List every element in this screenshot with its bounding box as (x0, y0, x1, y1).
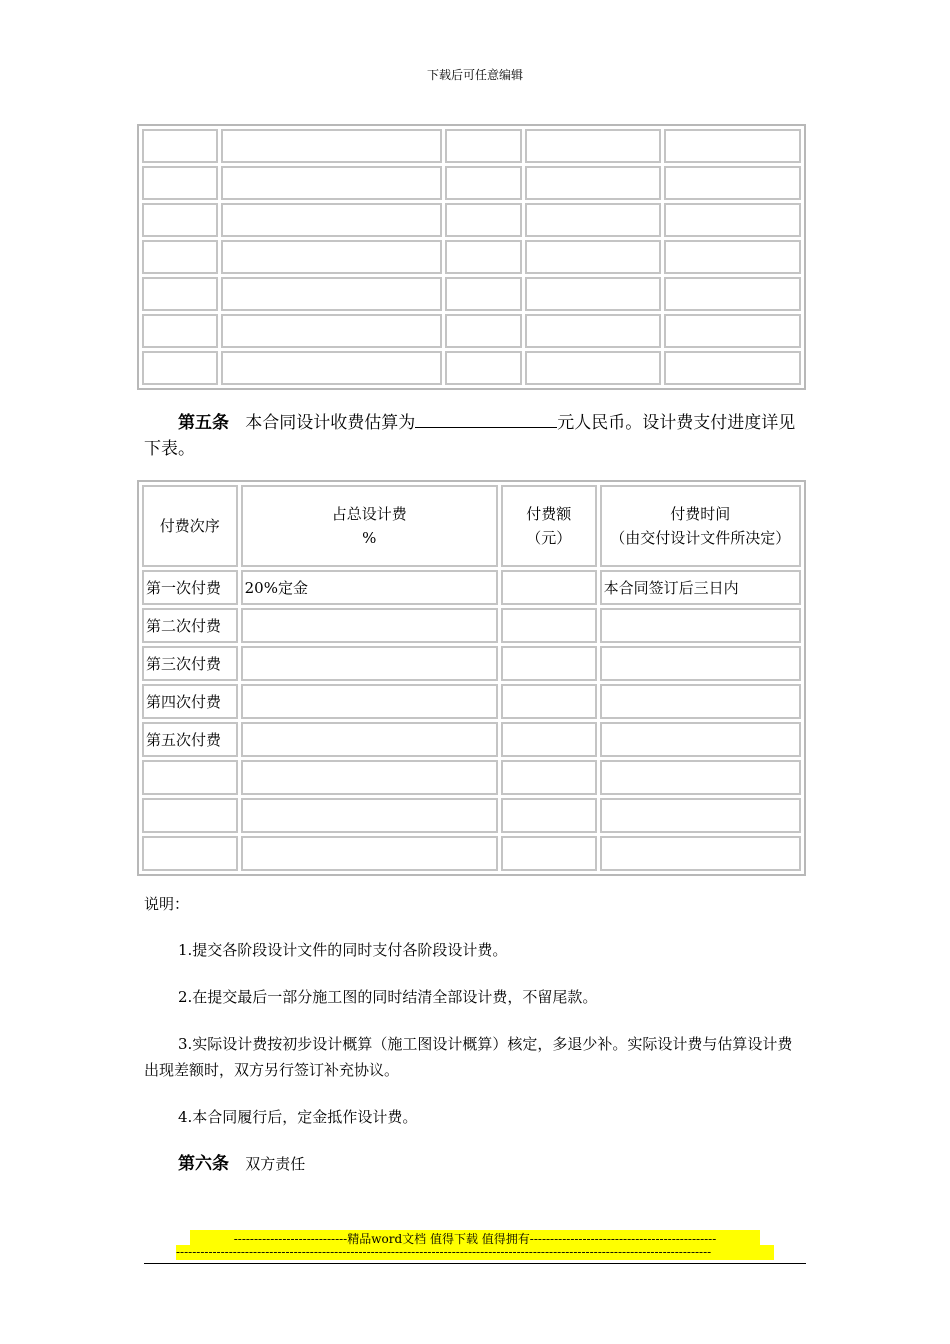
table-cell (221, 314, 442, 348)
table-cell (142, 166, 218, 200)
table-cell (501, 684, 597, 719)
table-row (142, 836, 801, 871)
table-cell (600, 722, 801, 757)
table-cell (445, 240, 521, 274)
table-cell (525, 351, 662, 385)
table-cell (664, 314, 801, 348)
table-cell (501, 570, 597, 605)
article-5-label: 第五条 (178, 413, 229, 433)
table-cell: 第五次付费 (142, 722, 238, 757)
table-header-row (142, 485, 801, 567)
table-cell (142, 240, 218, 274)
note-item-2: 2.在提交最后一部分施工图的同时结清全部设计费，不留尾款。 (178, 988, 598, 1006)
article-5-text-after: 元人民币。设计费支付进度详见下表。 (144, 413, 796, 459)
article-6-text: 双方责任 (245, 1155, 306, 1173)
column-header: 付费额 （元） (501, 485, 597, 567)
table-cell (525, 129, 662, 163)
table-cell (664, 129, 801, 163)
table-cell (142, 203, 218, 237)
table-cell (221, 240, 442, 274)
table-cell (241, 836, 498, 871)
note-item-4: 4.本合同履行后，定金抵作设计费。 (178, 1108, 418, 1126)
article-6 (144, 1151, 806, 1177)
table-cell (241, 684, 498, 719)
table-cell (501, 836, 597, 871)
table-cell (664, 166, 801, 200)
table-cell (241, 608, 498, 643)
table-cell (525, 166, 662, 200)
table-cell (445, 203, 521, 237)
table-cell: 本合同签订后三日内 (600, 570, 801, 605)
table-cell (600, 646, 801, 681)
table-cell (525, 277, 662, 311)
table-row (142, 760, 801, 795)
table-cell (221, 203, 442, 237)
table-row (142, 240, 801, 274)
article-5-text-before: 本合同设计收费估算为 (245, 413, 416, 433)
table-cell (221, 166, 442, 200)
footer-banner-line-1: ----------------------------精品word文档 值得下载 值得拥有---------------------------------------------- (190, 1230, 760, 1245)
header-note: 下载后可任意编辑 (426, 68, 523, 82)
table-cell (445, 351, 521, 385)
table-row (142, 203, 801, 237)
table-cell (241, 760, 498, 795)
fee-blank (415, 411, 557, 428)
table-cell (142, 798, 238, 833)
article-6-label: 第六条 (178, 1154, 229, 1174)
table-cell: 第二次付费 (142, 608, 238, 643)
footer-rule (144, 1263, 806, 1264)
table-cell (664, 277, 801, 311)
table-cell (501, 798, 597, 833)
table-cell (142, 277, 218, 311)
note-item-1: 1.提交各阶段设计文件的同时支付各阶段设计费。 (178, 941, 508, 959)
table-cell (142, 760, 238, 795)
table-row (142, 608, 801, 643)
table-row (142, 570, 801, 605)
table-cell: 第一次付费 (142, 570, 238, 605)
table-row (142, 314, 801, 348)
table-cell (600, 836, 801, 871)
footer-banner-line-2: ------------------------------------------------------------------------------------------------------------------------------------ (176, 1245, 774, 1260)
column-header: 付费次序 (142, 485, 238, 567)
table-cell (600, 798, 801, 833)
column-header: 付费时间 （由交付设计文件所决定） (600, 485, 801, 567)
column-header: 占总设计费 % (241, 485, 498, 567)
table-cell (445, 166, 521, 200)
table-cell (501, 760, 597, 795)
table-cell (664, 203, 801, 237)
table-cell (445, 314, 521, 348)
table-cell (241, 798, 498, 833)
table-cell: 20%定金 (241, 570, 498, 605)
table-cell (221, 351, 442, 385)
table-cell (142, 314, 218, 348)
table-row (142, 129, 801, 163)
table-cell (221, 277, 442, 311)
table-row (142, 351, 801, 385)
table-cell (600, 608, 801, 643)
table-cell (142, 351, 218, 385)
table-cell (600, 760, 801, 795)
table-cell: 第四次付费 (142, 684, 238, 719)
table-cell (600, 684, 801, 719)
table-cell (445, 277, 521, 311)
table-row (142, 277, 801, 311)
notes-title: 说明： (144, 895, 190, 913)
table-cell (501, 722, 597, 757)
table-row (142, 684, 801, 719)
table-cell: 第三次付费 (142, 646, 238, 681)
note-item-3: 3.实际设计费按初步设计概算（施工图设计概算）核定，多退少补。实际设计费与估算设计费出现差额时，双方另行签订补充协议。 (144, 1035, 793, 1079)
table-cell (501, 608, 597, 643)
table-cell (142, 129, 218, 163)
table-cell (525, 314, 662, 348)
table-cell (664, 240, 801, 274)
payment-schedule-table (137, 480, 806, 876)
table-cell (221, 129, 442, 163)
table-row (142, 646, 801, 681)
empty-table (137, 124, 806, 390)
article-5 (144, 410, 806, 462)
table-cell (525, 203, 662, 237)
table-cell (142, 836, 238, 871)
table-row (142, 166, 801, 200)
table-cell (241, 646, 498, 681)
table-cell (501, 646, 597, 681)
table-cell (525, 240, 662, 274)
table-cell (445, 129, 521, 163)
table-row (142, 722, 801, 757)
table-cell (664, 351, 801, 385)
table-row (142, 798, 801, 833)
table-cell (241, 722, 498, 757)
